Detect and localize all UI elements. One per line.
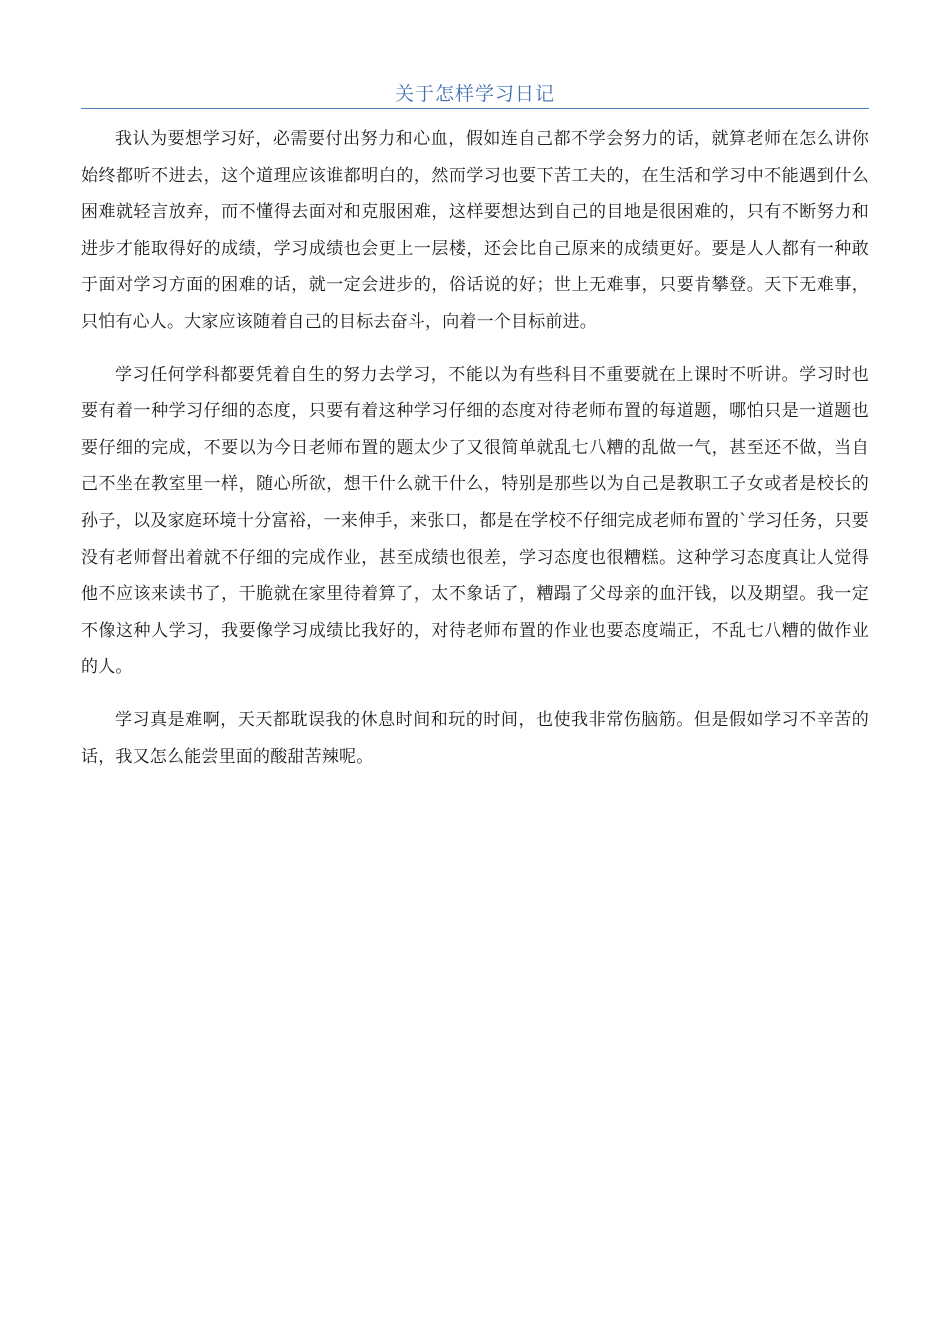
document-title: 关于怎样学习日记: [394, 83, 555, 105]
paragraph-2: 学习任何学科都要凭着自生的努力去学习，不能以为有些科目不重要就在上课时不听讲。学习时也要有着一种学习仔细的态度，只要有着这种学习仔细的态度对待老师布置的每道题，哪怕只是一道题也要仔细的完成，不要以为今日老师布置的题太少了又很简单就乱七八糟的乱做一气，甚至还不做，当自己不坐在教室里一样，随心所欲，想干什么就干什么，特别是那些以为自己是教职工子女或者是校长的孙子，以及家庭环境十分富裕，一来伸手，来张口，都是在学校不仔细完成老师布置的`学习任务，只要没有老师督出着就不仔细的完成作业，甚至成绩也很差，学习态度也很糟糕。这种学习态度真让人觉得他不应该来读书了，干脆就在家里待着算了，太不象话了，糟蹋了父母亲的血汗钱，以及期望。我一定不像这种人学习，我要像学习成绩比我好的，对待老师布置的作业也要态度端正，不乱七八糟的做作业的人。: [81, 364, 869, 678]
paragraph-3: 学习真是难啊，天天都耽误我的休息时间和玩的时间，也使我非常伤脑筋。但是假如学习不辛苦的话，我又怎么能尝里面的酸甜苦辣呢。: [81, 709, 869, 767]
paragraph-1: 我认为要想学习好，必需要付出努力和心血，假如连自己都不学会努力的话，就算老师在怎么讲你始终都听不进去，这个道理应该谁都明白的，然而学习也要下苦工夫的，在生活和学习中不能遇到什么困难就轻言放弃，而不懂得去面对和克服困难，这样要想达到自己的目地是很困难的，只有不断努力和进步才能取得好的成绩，学习成绩也会更上一层楼，还会比自己原来的成绩更好。要是人人都有一种敢于面对学习方面的困难的话，就一定会进步的，俗话说的好；世上无难事，只要肯攀登。天下无难事，只怕有心人。大家应该随着自己的目标去奋斗，向着一个目标前进。: [81, 129, 869, 332]
document-body: [81, 121, 869, 791]
document-header: [81, 80, 869, 109]
